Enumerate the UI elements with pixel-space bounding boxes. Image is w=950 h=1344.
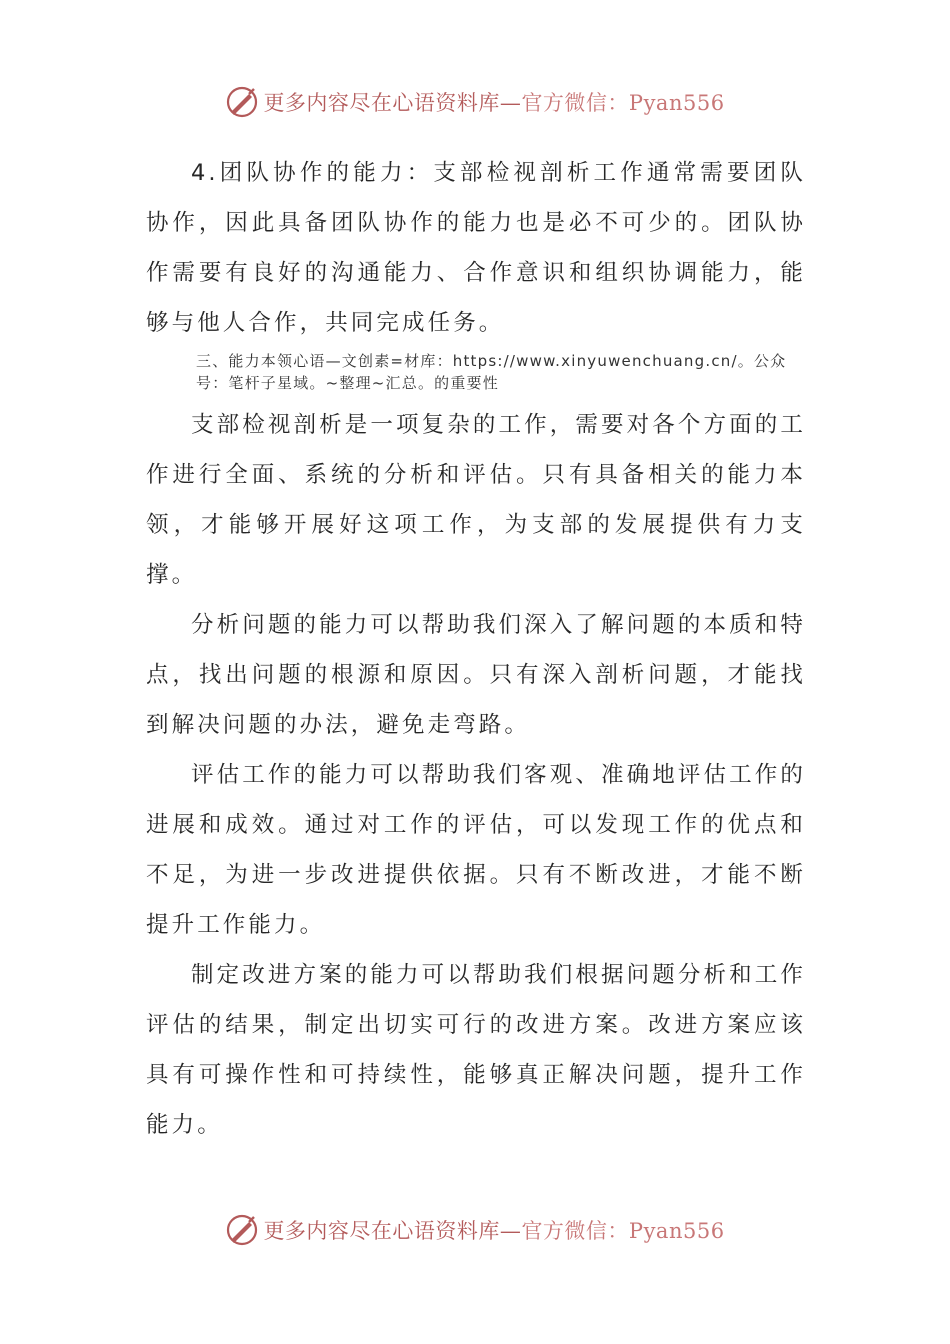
footer-banner [0, 1210, 950, 1250]
document-body [146, 148, 806, 1150]
paragraph: 评估工作的能力可以帮助我们客观、准确地评估工作的进展和成效。通过对工作的评估，可以发现工作的优点和不足，为进一步改进提供依据。只有不断改进，才能不断提升工作能力。 [146, 762, 806, 938]
banner-wechat: 官方微信：Pyan556 [521, 1219, 725, 1243]
paragraph: 4.团队协作的能力：支部检视剖析工作通常需要团队协作，因此具备团队协作的能力也是必不可少的。团队协作需要有良好的沟通能力、合作意识和组织协调能力，能够与他人合作，共同完成任务。 [146, 160, 806, 336]
banner-wechat: 官方微信：Pyan556 [521, 91, 725, 115]
pen-logo-icon [225, 85, 259, 119]
banner-main: 更多内容尽在心语资料库— [263, 91, 522, 115]
header-banner [0, 82, 950, 122]
banner-main: 更多内容尽在心语资料库— [263, 1219, 522, 1243]
paragraph: 分析问题的能力可以帮助我们深入了解问题的本质和特点，找出问题的根源和原因。只有深入剖析问题，才能找到解决问题的办法，避免走弯路。 [146, 612, 806, 738]
pen-logo-icon [225, 1213, 259, 1247]
paragraph: 制定改进方案的能力可以帮助我们根据问题分析和工作评估的结果，制定出切实可行的改进方案。改进方案应该具有可操作性和可持续性，能够真正解决问题，提升工作能力。 [146, 962, 806, 1138]
banner-text [263, 1215, 724, 1245]
section-heading: 三、能力本领心语—文创素=材库：https://www.xinyuwenchuang.cn/。公众号：笔杆子星域。~整理~汇总。的重要性 [196, 352, 787, 392]
banner-text [263, 87, 724, 117]
paragraph: 支部检视剖析是一项复杂的工作，需要对各个方面的工作进行全面、系统的分析和评估。只有具备相关的能力本领，才能够开展好这项工作，为支部的发展提供有力支撑。 [146, 412, 806, 588]
